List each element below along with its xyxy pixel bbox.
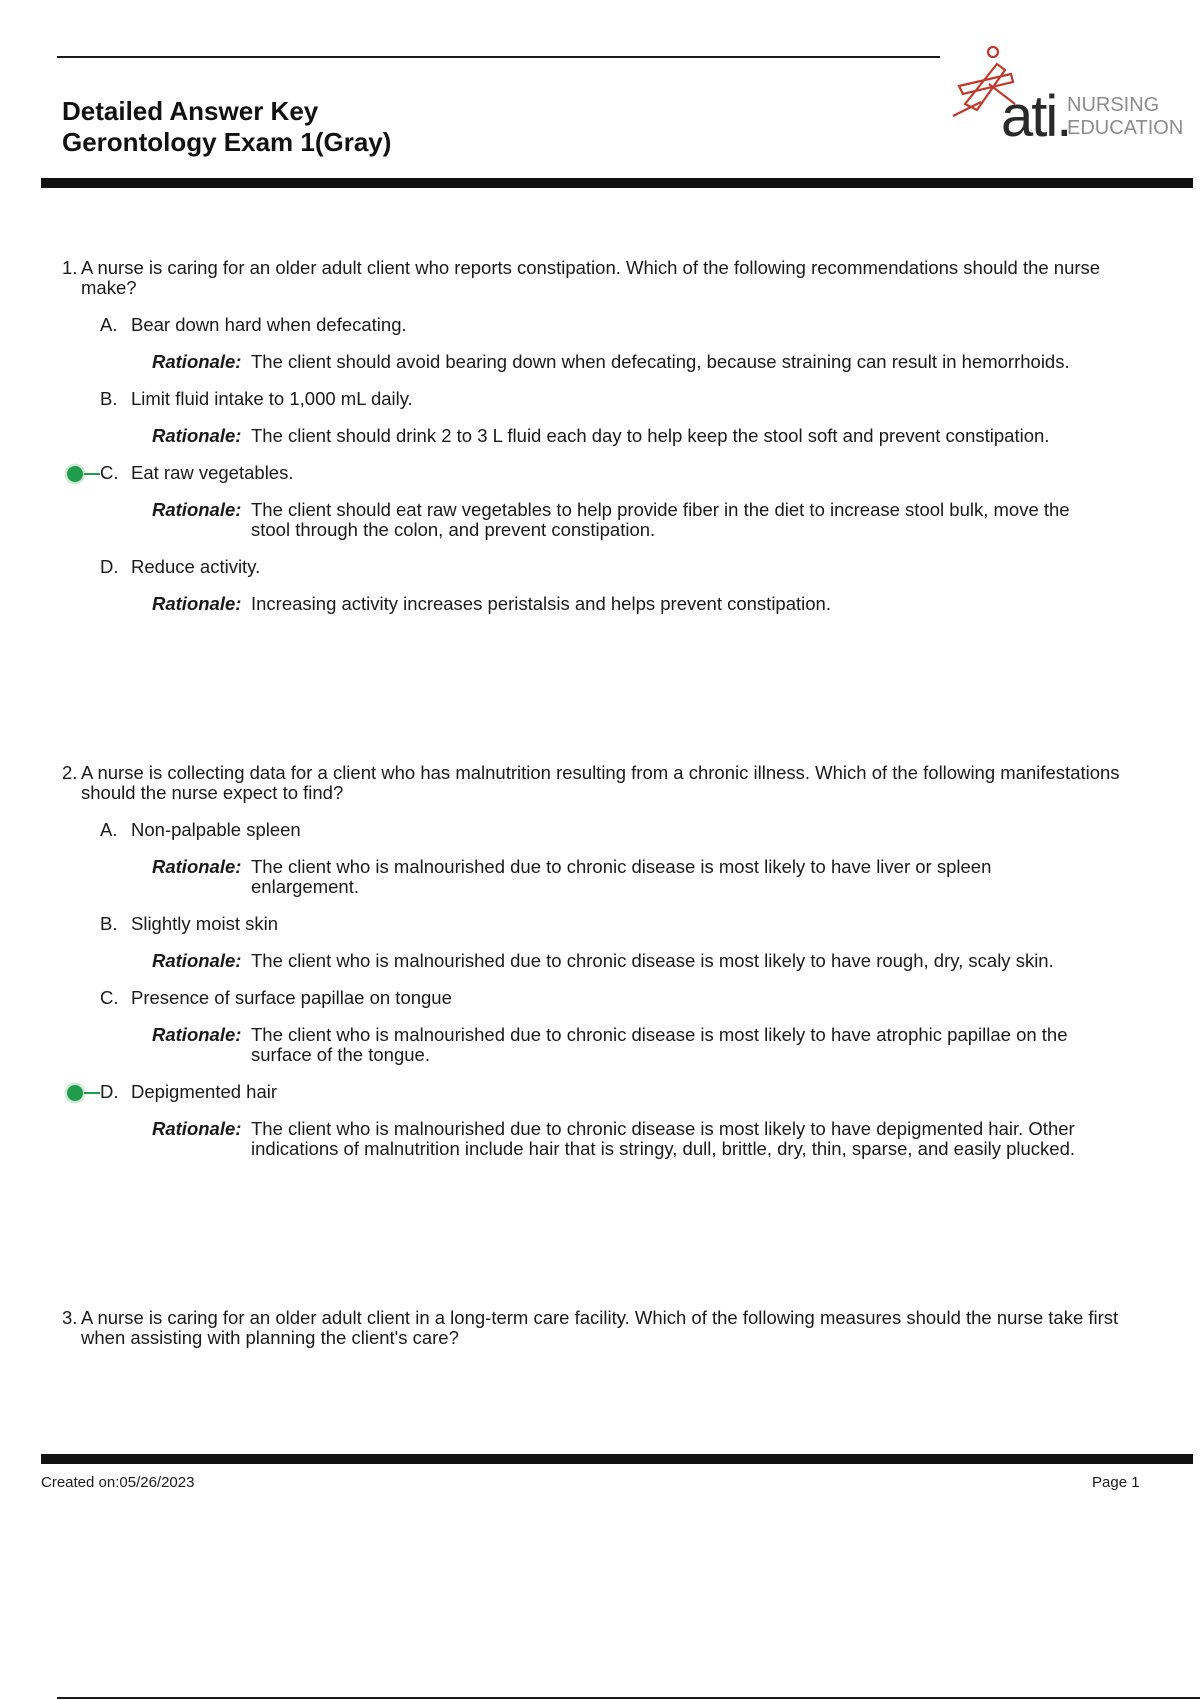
option-text: Bear down hard when defecating. [131,314,407,335]
option-letter: C. [100,462,119,483]
option-c [100,463,1122,483]
question-number: 2. [62,762,78,783]
rationale-text: Increasing activity increases peristalsis and helps prevent constipation. [251,593,831,614]
option-d [100,557,1122,577]
rationale [152,594,1122,614]
rationale [152,857,1122,897]
page-number: Page 1 [1092,1474,1140,1491]
rationale-label: Rationale: [152,1024,242,1045]
option-a [100,820,1122,840]
rationale-text: The client who is malnourished due to chronic disease is most likely to have rough, dry, scaly skin. [251,950,1054,971]
rationale-text: The client should eat raw vegetables to help provide fiber in the diet to increase stool bulk, move the stool through the colon, and prevent constipation. [251,499,1070,540]
bottom-rule [57,1697,1200,1699]
question-1 [62,258,1122,614]
option-text: Reduce activity. [131,556,261,577]
option-text: Eat raw vegetables. [131,462,294,483]
logo-line-1: NURSING [1067,94,1160,116]
option-text: Non-palpable spleen [131,819,301,840]
rationale-label: Rationale: [152,950,242,971]
title-line-1: Detailed Answer Key [62,96,319,126]
option-text: Depigmented hair [131,1081,278,1102]
option-c [100,988,1122,1008]
question-stem: A nurse is caring for an older adult client in a long-term care facility. Which of the following measures should the nurse take first when assisting with planning the client's care? [81,1307,1119,1348]
footer-divider [41,1454,1193,1464]
option-a [100,315,1122,335]
rationale-text: The client who is malnourished due to chronic disease is most likely to have liver or spleen enlargement. [251,856,992,897]
option-letter: A. [100,819,118,840]
rationale-text: The client should avoid bearing down when defecating, because straining can result in hemorrhoids. [251,351,1070,372]
question-number: 1. [62,257,78,278]
option-d [100,1082,1122,1102]
rationale [152,426,1122,446]
option-text: Limit fluid intake to 1,000 mL daily. [131,388,413,409]
rationale-text: The client should drink 2 to 3 L fluid each day to help keep the stool soft and prevent constipation. [251,425,1050,446]
rationale-label: Rationale: [152,499,242,520]
rationale-text: The client who is malnourished due to chronic disease is most likely to have atrophic papillae on the surface of the tongue. [251,1024,1068,1065]
rationale-label: Rationale: [152,1118,242,1139]
option-b [100,389,1122,409]
title-line-2: Gerontology Exam 1(Gray) [62,127,392,157]
rationale [152,1025,1122,1065]
option-letter: A. [100,314,118,335]
rationale [152,352,1122,372]
question-stem: A nurse is collecting data for a client who has malnutrition resulting from a chronic illness. Which of the following manifestations should the nurse expect to find? [81,762,1120,803]
rationale-label: Rationale: [152,856,242,877]
rationale-label: Rationale: [152,593,242,614]
logo-line-2: EDUCATION [1067,117,1184,139]
rationale-text: The client who is malnourished due to chronic disease is most likely to have depigmented hair. Other indications of malnutrition include hair that is stringy, dull, brittle, dry, thin, sparse, and easily plucked. [251,1118,1075,1159]
option-letter: D. [100,556,119,577]
question-2 [62,763,1122,1159]
question-stem: A nurse is caring for an older adult client who reports constipation. Which of the following recommendations should the nurse make? [81,257,1101,298]
option-letter: C. [100,987,119,1008]
rationale-label: Rationale: [152,425,242,446]
option-b [100,914,1122,934]
option-letter: D. [100,1081,119,1102]
question-number: 3. [62,1307,78,1328]
correct-answer-marker-icon [62,1081,102,1105]
created-date: Created on:05/26/2023 [41,1474,195,1491]
logo-brand: ati. [1001,84,1071,149]
header-divider [41,178,1193,188]
option-letter: B. [100,913,118,934]
top-rule [57,56,940,58]
rationale [152,1119,1122,1159]
rationale [152,951,1122,971]
rationale [152,500,1122,540]
ati-logo [945,44,1184,154]
rationale-label: Rationale: [152,351,242,372]
option-letter: B. [100,388,118,409]
option-text: Presence of surface papillae on tongue [131,987,452,1008]
option-text: Slightly moist skin [131,913,279,934]
question-3 [62,1308,1122,1348]
correct-answer-marker-icon [62,462,102,486]
document-header [62,96,391,158]
